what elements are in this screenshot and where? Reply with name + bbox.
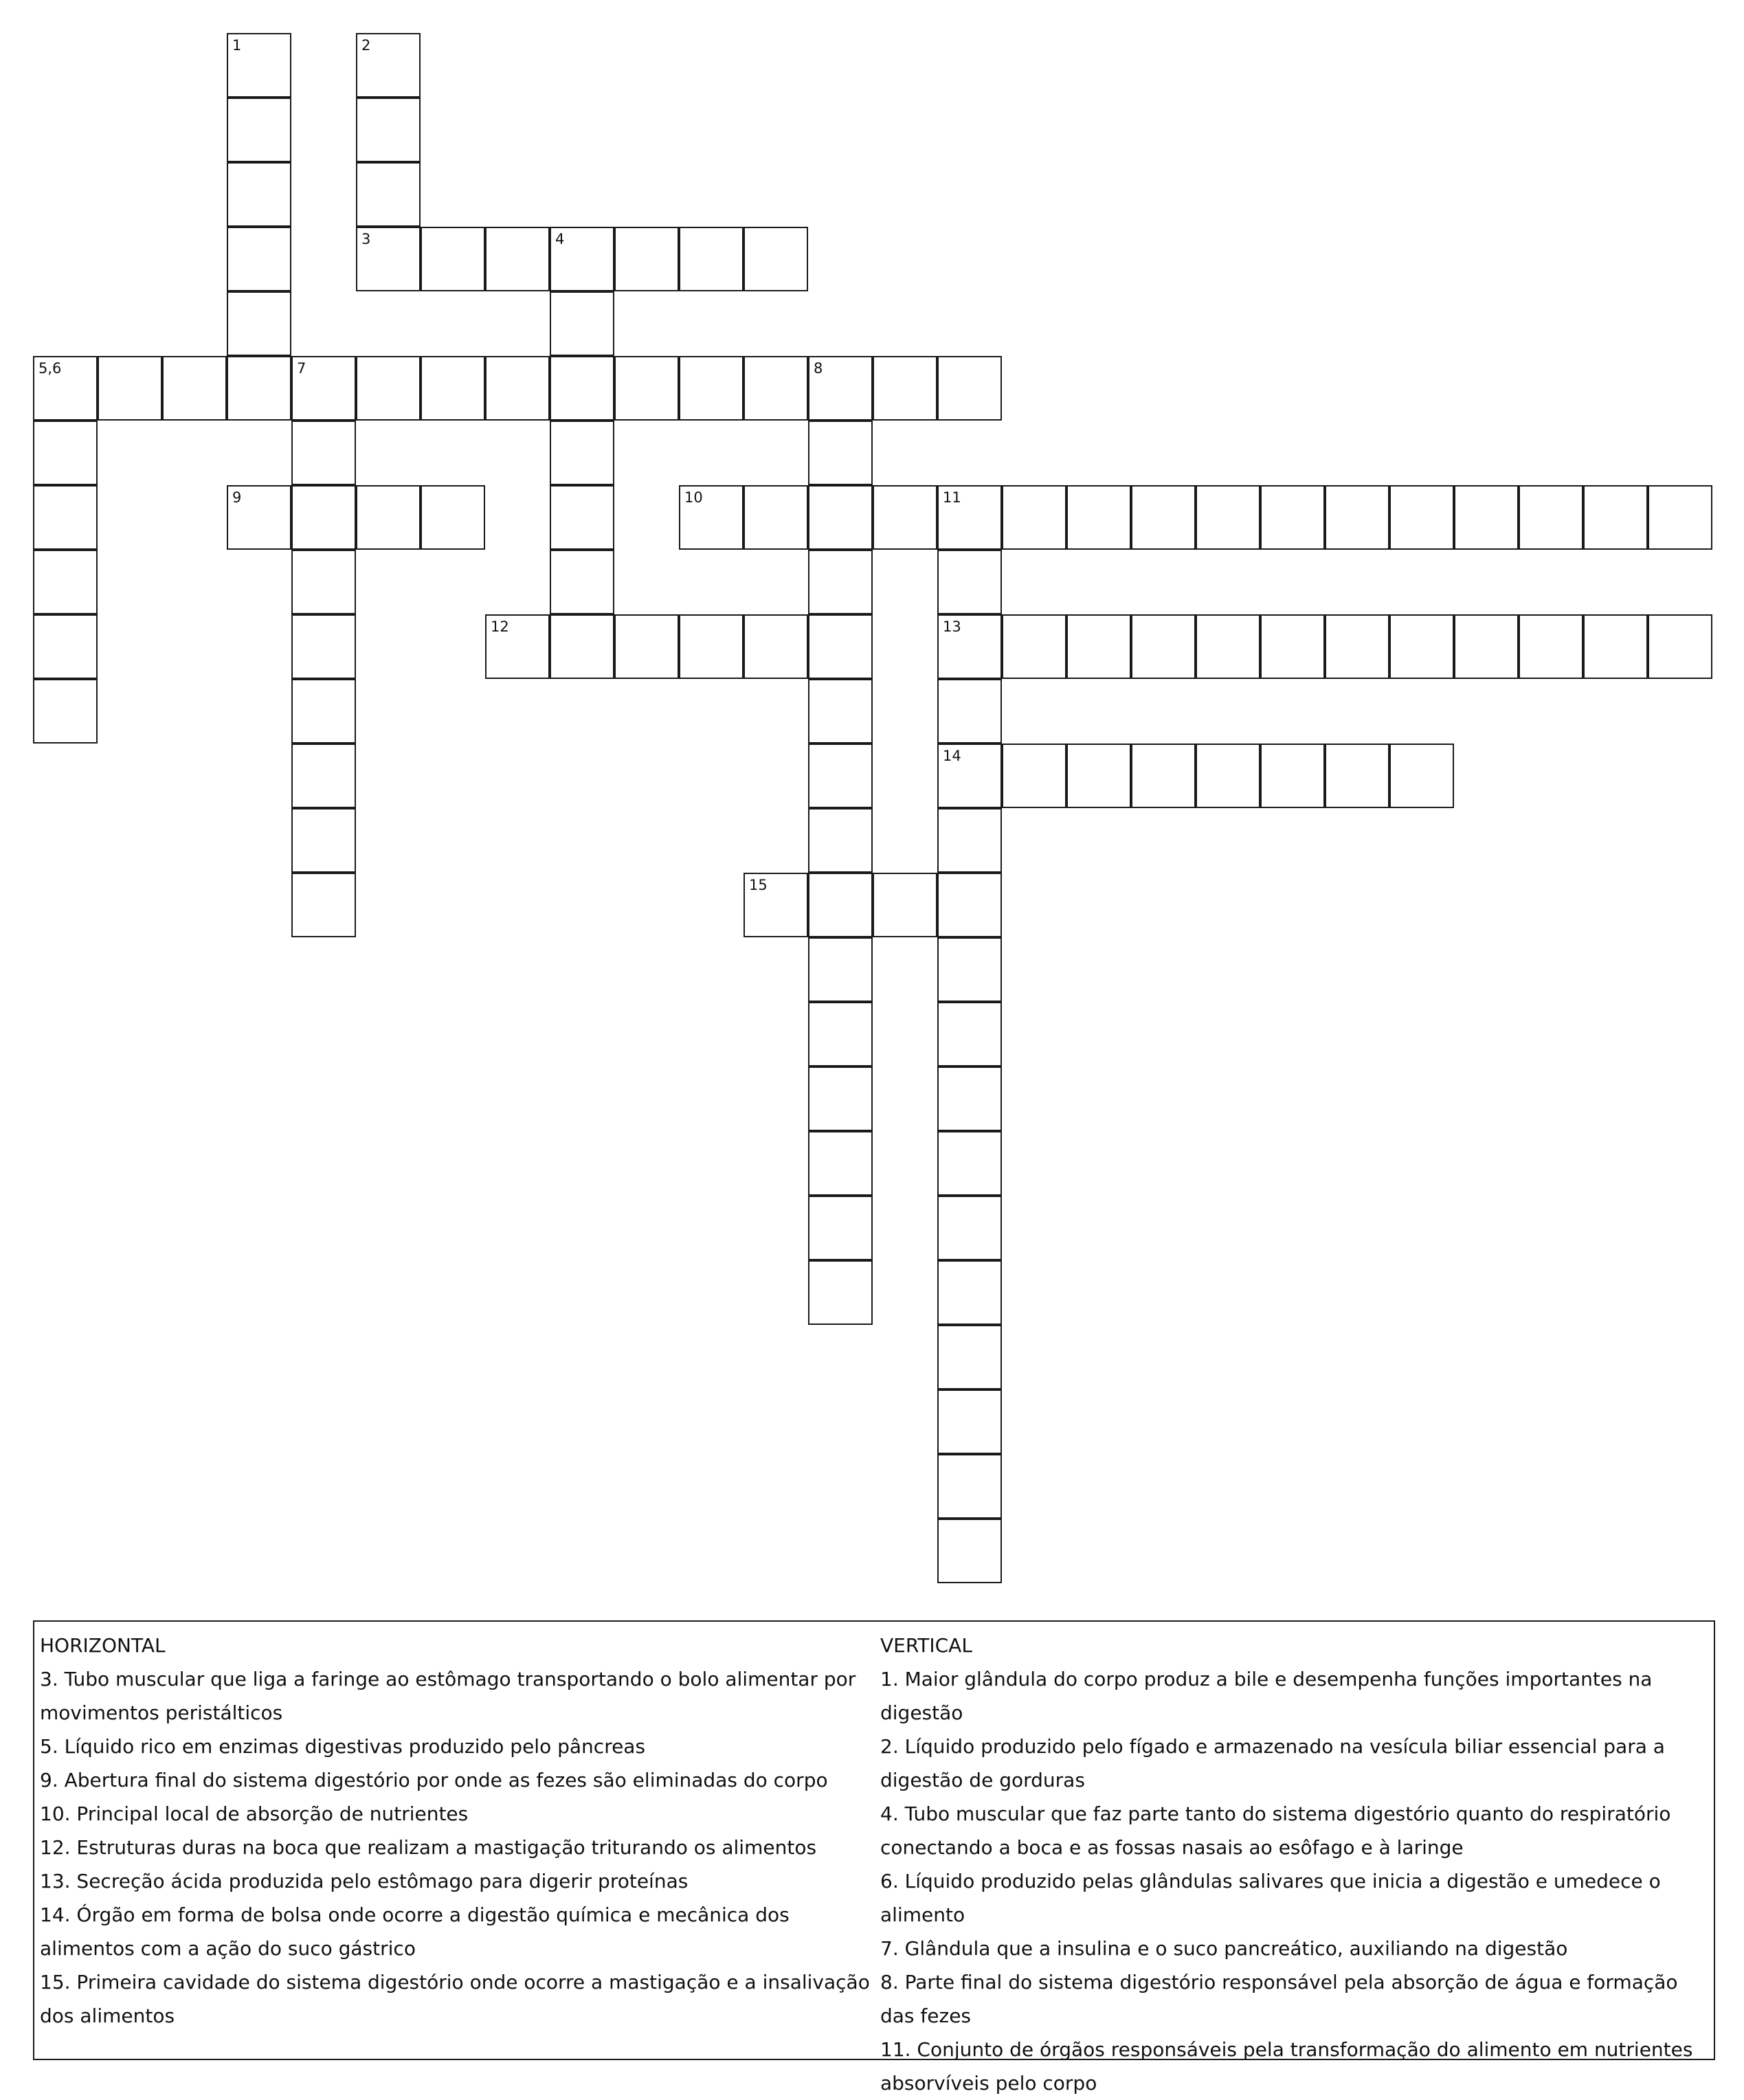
clues-box (33, 1620, 1715, 2095)
clue-h15: 15. Primeira cavidade do sistema digestório onde ocorre a mastigação e a insalivação dos alimentos (40, 1971, 870, 2027)
grid-cell[interactable] (873, 356, 937, 421)
grid-cell[interactable] (1519, 614, 1583, 679)
grid-cell[interactable] (808, 1066, 873, 1131)
grid-cell[interactable] (679, 485, 744, 550)
grid-cell[interactable] (1454, 485, 1519, 550)
grid-cell[interactable] (1389, 614, 1454, 679)
clue-h9: 9. Abertura final do sistema digestório por onde as fezes são eliminadas do corpo (40, 1769, 828, 1791)
grid-cell[interactable] (937, 937, 1002, 1002)
grid-cell[interactable] (937, 1454, 1002, 1519)
clue-number: 3 (361, 231, 371, 247)
grid-cell[interactable] (1196, 485, 1260, 550)
grid-cell[interactable] (937, 1131, 1002, 1196)
grid-cell[interactable] (808, 873, 873, 937)
grid-cell[interactable] (291, 744, 356, 808)
grid-cell[interactable] (1196, 614, 1260, 679)
grid-cell[interactable] (33, 485, 98, 550)
grid-cell[interactable] (550, 485, 614, 550)
clue-h5: 5. Líquido rico em enzimas digestivas produzido pelo pâncreas (40, 1735, 646, 1758)
grid-cell[interactable] (33, 550, 98, 614)
grid-cell[interactable] (1131, 485, 1196, 550)
grid-cell[interactable] (291, 485, 356, 550)
grid-cell[interactable] (808, 485, 873, 550)
grid-cell[interactable] (1648, 485, 1712, 550)
grid-cell[interactable] (227, 356, 291, 421)
grid-cell[interactable] (937, 1325, 1002, 1389)
grid-cell[interactable] (937, 1002, 1002, 1066)
clue-v2: 2. Líquido produzido pelo fígado e armazenado na vesícula biliar essencial para a digestão de gorduras (880, 1735, 1665, 1791)
grid-cell[interactable] (937, 744, 1002, 808)
clue-v11: 11. Conjunto de órgãos responsáveis pela transformação do alimento em nutrientes absorvíveis pelo corpo (880, 2038, 1693, 2095)
clue-v1: 1. Maior glândula do corpo produz a bile e desempenha funções importantes na digestão (880, 1668, 1653, 1724)
grid-cell[interactable] (1325, 744, 1389, 808)
grid-cell[interactable] (1260, 744, 1325, 808)
grid-cell[interactable] (291, 356, 356, 421)
grid-cell[interactable] (1131, 614, 1196, 679)
grid-cell[interactable] (550, 614, 614, 679)
grid-cell[interactable] (1583, 614, 1648, 679)
grid-cell[interactable] (1066, 485, 1131, 550)
grid-cell[interactable] (937, 1519, 1002, 1583)
grid-cell[interactable] (1260, 485, 1325, 550)
grid-cell[interactable] (744, 356, 808, 421)
grid-cell[interactable] (808, 1131, 873, 1196)
grid-cell[interactable] (744, 227, 808, 291)
grid-cell[interactable] (1583, 485, 1648, 550)
clue-h13: 13. Secreção ácida produzida pelo estômago para digerir proteínas (40, 1870, 689, 1892)
grid-cell[interactable] (808, 679, 873, 744)
vertical-title: VERTICAL (880, 1634, 972, 1657)
grid-cell[interactable] (356, 162, 421, 227)
grid-cell[interactable] (744, 485, 808, 550)
grid-cell[interactable] (1131, 744, 1196, 808)
grid-cell[interactable] (227, 162, 291, 227)
clue-number: 2 (361, 37, 371, 54)
grid-cell[interactable] (550, 421, 614, 485)
grid-cell[interactable] (33, 614, 98, 679)
grid-cell[interactable] (291, 614, 356, 679)
clue-number: 11 (943, 489, 961, 506)
grid-cell[interactable] (162, 356, 227, 421)
grid-cell[interactable] (550, 227, 614, 291)
horizontal-clues (40, 1629, 880, 2033)
grid-cell[interactable] (421, 485, 485, 550)
grid-cell[interactable] (1519, 485, 1583, 550)
grid-cell[interactable] (614, 614, 679, 679)
grid-cell[interactable] (33, 356, 98, 421)
clue-v8: 8. Parte final do sistema digestório responsável pela absorção de água e formação das fezes (880, 1971, 1678, 2027)
grid-cell[interactable] (1002, 614, 1066, 679)
clue-v4: 4. Tubo muscular que faz parte tanto do sistema digestório quanto do respiratório conectando a boca e as fossas nasais ao esôfago e à laringe (880, 1802, 1671, 1859)
grid-cell[interactable] (227, 291, 291, 356)
grid-cell[interactable] (1260, 614, 1325, 679)
grid-cell[interactable] (1002, 485, 1066, 550)
grid-cell[interactable] (808, 614, 873, 679)
clue-number: 12 (491, 618, 509, 635)
grid-cell[interactable] (808, 1196, 873, 1260)
grid-cell[interactable] (1066, 744, 1131, 808)
grid-cell[interactable] (873, 485, 937, 550)
clue-number: 4 (555, 231, 565, 247)
grid-cell[interactable] (1066, 614, 1131, 679)
grid-cell[interactable] (808, 808, 873, 873)
grid-cell[interactable] (744, 873, 808, 937)
grid-cell[interactable] (808, 937, 873, 1002)
grid-cell[interactable] (1389, 744, 1454, 808)
clue-number: 15 (749, 877, 768, 893)
grid-cell[interactable] (227, 227, 291, 291)
grid-cell[interactable] (421, 227, 485, 291)
grid-cell[interactable] (550, 356, 614, 421)
grid-cell[interactable] (1002, 744, 1066, 808)
grid-cell[interactable] (808, 550, 873, 614)
grid-cell[interactable] (1648, 614, 1712, 679)
grid-cell[interactable] (1196, 744, 1260, 808)
clue-h10: 10. Principal local de absorção de nutrientes (40, 1802, 469, 1825)
clue-number: 8 (814, 360, 823, 377)
grid-cell[interactable] (937, 1389, 1002, 1454)
clue-h3: 3. Tubo muscular que liga a faringe ao estômago transportando o bolo alimentar por movimentos peristálticos (40, 1668, 856, 1724)
grid-cell[interactable] (227, 33, 291, 98)
clue-v6: 6. Líquido produzido pelas glândulas salivares que inicia a digestão e umedece o alimento (880, 1870, 1661, 1926)
grid-cell[interactable] (291, 550, 356, 614)
grid-cell[interactable] (98, 356, 162, 421)
grid-cell[interactable] (356, 98, 421, 162)
grid-cell[interactable] (550, 550, 614, 614)
grid-cell[interactable] (808, 421, 873, 485)
grid-cell[interactable] (937, 873, 1002, 937)
grid-cell[interactable] (291, 873, 356, 937)
grid-cell[interactable] (937, 614, 1002, 679)
grid-cell[interactable] (614, 356, 679, 421)
grid-cell[interactable] (808, 744, 873, 808)
grid-cell[interactable] (227, 98, 291, 162)
vertical-clues (880, 1629, 1713, 2100)
grid-cell[interactable] (873, 873, 937, 937)
grid-cell[interactable] (1325, 485, 1389, 550)
clue-number: 9 (232, 489, 242, 506)
clue-number: 5,6 (38, 360, 62, 377)
grid-cell[interactable] (937, 356, 1002, 421)
grid-cell[interactable] (550, 291, 614, 356)
grid-cell[interactable] (937, 1196, 1002, 1260)
clue-number: 7 (297, 360, 306, 377)
grid-cell[interactable] (808, 356, 873, 421)
grid-cell[interactable] (421, 356, 485, 421)
crossword-grid (33, 33, 1710, 1586)
grid-cell[interactable] (485, 614, 550, 679)
horizontal-title: HORIZONTAL (40, 1634, 166, 1657)
grid-cell[interactable] (937, 485, 1002, 550)
grid-cell[interactable] (808, 1002, 873, 1066)
clue-v7: 7. Glândula que a insulina e o suco pancreático, auxiliando na digestão (880, 1937, 1568, 1960)
grid-cell[interactable] (744, 614, 808, 679)
clue-h12: 12. Estruturas duras na boca que realizam a mastigação triturando os alimentos (40, 1836, 817, 1859)
grid-cell[interactable] (356, 485, 421, 550)
grid-cell[interactable] (679, 227, 744, 291)
grid-cell[interactable] (679, 614, 744, 679)
grid-cell[interactable] (485, 227, 550, 291)
clue-number: 14 (943, 748, 961, 764)
grid-cell[interactable] (937, 1066, 1002, 1131)
grid-cell[interactable] (291, 808, 356, 873)
grid-cell[interactable] (356, 33, 421, 98)
grid-cell[interactable] (937, 808, 1002, 873)
grid-cell[interactable] (485, 356, 550, 421)
grid-cell[interactable] (937, 679, 1002, 744)
clue-number: 13 (943, 618, 961, 635)
grid-cell[interactable] (356, 356, 421, 421)
grid-cell[interactable] (614, 227, 679, 291)
grid-cell[interactable] (808, 1260, 873, 1325)
grid-cell[interactable] (33, 421, 98, 485)
grid-cell[interactable] (291, 421, 356, 485)
clue-number: 1 (232, 37, 242, 54)
grid-cell[interactable] (679, 356, 744, 421)
grid-cell[interactable] (227, 485, 291, 550)
grid-cell[interactable] (937, 1260, 1002, 1325)
grid-cell[interactable] (1454, 614, 1519, 679)
grid-cell[interactable] (33, 679, 98, 744)
grid-cell[interactable] (937, 550, 1002, 614)
clue-h14: 14. Órgão em forma de bolsa onde ocorre a digestão química e mecânica dos alimentos com a ação do suco gástrico (40, 1903, 790, 1960)
grid-cell[interactable] (1389, 485, 1454, 550)
clue-number: 10 (684, 489, 703, 506)
grid-cell[interactable] (1325, 614, 1389, 679)
grid-cell[interactable] (291, 679, 356, 744)
grid-cell[interactable] (356, 227, 421, 291)
